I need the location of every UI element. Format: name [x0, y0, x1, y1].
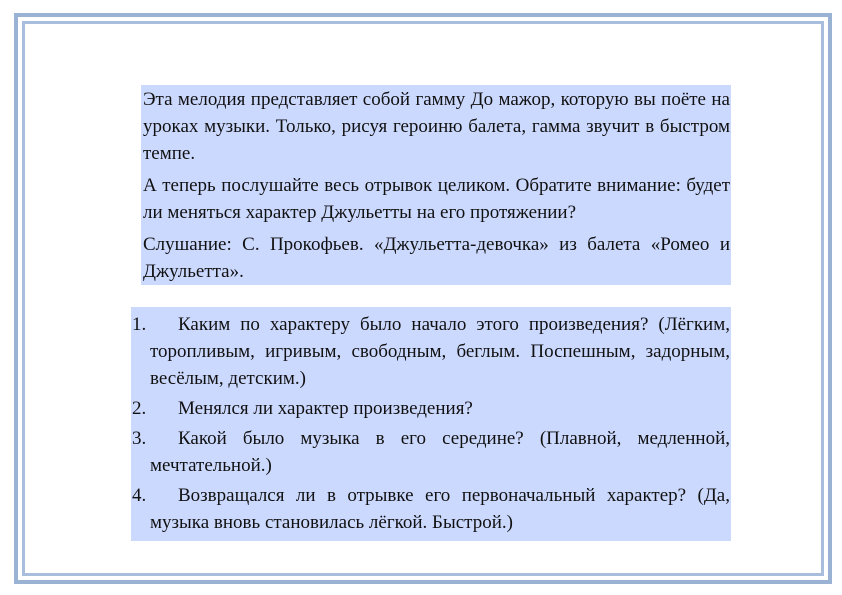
list-item [131, 311, 731, 392]
questions-list [131, 307, 731, 541]
list-item-text: Каким по характеру было начало этого произведения? (Лёгким, торопливым, игривым, свободным, беглым. Поспешным, задорным, весёлым, детским.) [150, 314, 730, 389]
text-block [141, 85, 731, 285]
list-item-number: 4. [132, 485, 147, 506]
list-item-number: 2. [132, 398, 147, 419]
list-item [131, 482, 731, 536]
list-item [131, 395, 731, 422]
paragraph-listening-title: Слушание: С. Прокофьев. «Джульетта-девочка» из балета «Ромео и Джульетта». [143, 234, 730, 282]
list-item [131, 425, 731, 479]
list-item-text: Какой было музыка в его середине? (Плавной, медленной, мечтательной.) [150, 428, 730, 476]
list-item-text: Возвращался ли в отрывке его первоначальный характер? (Да, музыка вновь становилась лёгкой. Быстрой.) [150, 485, 730, 533]
list-item-text: Менялся ли характер произведения? [178, 398, 473, 419]
paragraph-listen-whole: А теперь послушайте весь отрывок целиком. Обратите внимание: будет ли меняться характер Джульетты на его протяжении? [143, 175, 730, 223]
list-item-number: 1. [132, 314, 147, 335]
paragraph-scale: Эта мелодия представляет собой гамму До мажор, которую вы поёте на уроках музыки. Только, рисуя героиню балета, гамма звучит в быстром темпе. [143, 89, 730, 164]
list-item-number: 3. [132, 428, 147, 449]
